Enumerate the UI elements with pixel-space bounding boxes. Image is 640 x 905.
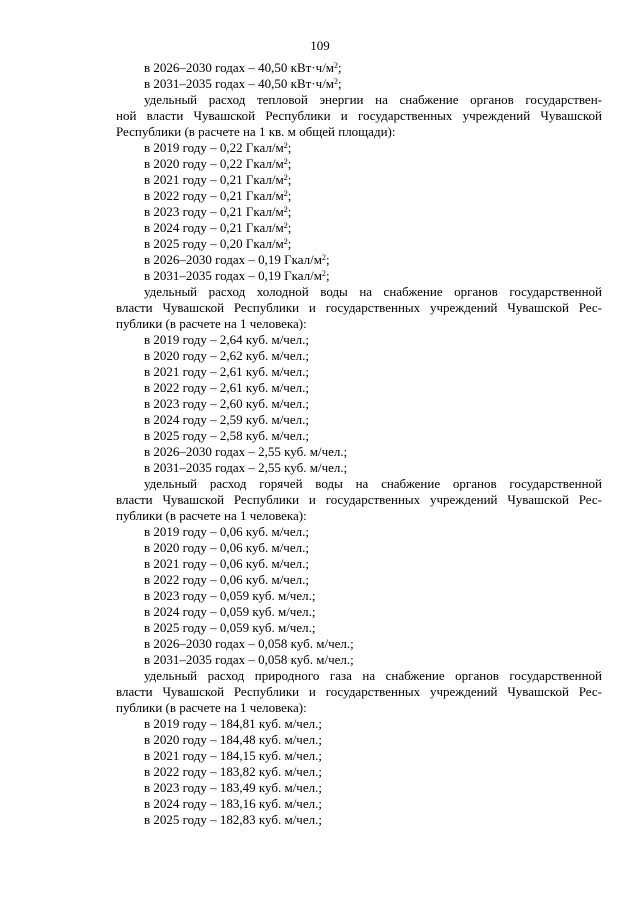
list-item-text: в 2020 году – 0,06 куб. м/чел.;	[144, 540, 309, 555]
list-item-text: в 2024 году – 0,059 куб. м/чел.;	[144, 604, 316, 619]
list-item	[116, 764, 602, 780]
list-item	[116, 364, 602, 380]
list-item-text: в 2025 году – 0,20 Гкал/м	[144, 236, 284, 251]
list-item-end: ;	[287, 140, 292, 155]
list-item	[116, 428, 602, 444]
list-item	[116, 412, 602, 428]
list-item	[116, 204, 602, 220]
list-item-end: ;	[287, 172, 292, 187]
paragraph-line: власти Чувашской Республики и государственных учреждений Чувашской Рес-	[116, 492, 602, 507]
list-item-text: в 2031–2035 годах – 2,55 куб. м/чел.;	[144, 460, 348, 475]
list-item	[116, 620, 602, 636]
page-number: 109	[310, 38, 330, 53]
list-item	[116, 172, 602, 188]
list-item-text: в 2021 году – 0,06 куб. м/чел.;	[144, 556, 309, 571]
list-item-text: в 2019 году – 184,81 куб. м/чел.;	[144, 716, 322, 731]
list-item	[116, 380, 602, 396]
list-item	[116, 236, 602, 252]
list-item-end: ;	[287, 156, 292, 171]
paragraph-line: публики (в расчете на 1 человека):	[116, 508, 307, 523]
list-item	[116, 140, 602, 156]
list-item	[116, 572, 602, 588]
list-item	[116, 652, 602, 668]
list-item-text: в 2025 году – 182,83 куб. м/чел.;	[144, 812, 322, 827]
superscript: 2	[322, 253, 327, 262]
list-item-end: ;	[287, 236, 292, 251]
list-item	[116, 732, 602, 748]
paragraph-line: власти Чувашской Республики и государственных учреждений Чувашской Рес-	[116, 300, 602, 315]
superscript: 2	[283, 205, 288, 214]
list-item-text: в 2025 году – 0,059 куб. м/чел.;	[144, 620, 316, 635]
paragraph-line: публики (в расчете на 1 человека):	[116, 316, 307, 331]
paragraph-line: публики (в расчете на 1 человека):	[116, 700, 307, 715]
list-item	[116, 348, 602, 364]
list-item-text: в 2023 году – 0,059 куб. м/чел.;	[144, 588, 316, 603]
list-item	[116, 604, 602, 620]
paragraph-line: ной власти Чувашской Республики и государственных учреждений Чувашской	[116, 108, 602, 123]
list-item-text: в 2031–2035 годах – 0,058 куб. м/чел.;	[144, 652, 354, 667]
list-item-text: в 2022 году – 0,06 куб. м/чел.;	[144, 572, 309, 587]
list-item	[116, 396, 602, 412]
paragraph-line: Республики (в расчете на 1 кв. м общей площади):	[116, 124, 396, 139]
list-item-text: в 2020 году – 0,22 Гкал/м	[144, 156, 284, 171]
list-item-text: в 2026–2030 годах – 40,50 кВт·ч/м	[144, 60, 335, 75]
list-item-end: ;	[326, 268, 330, 283]
list-item-end: ;	[326, 252, 330, 267]
list-item-end: ;	[338, 76, 342, 91]
list-item	[116, 220, 602, 236]
list-item-text: в 2019 году – 0,22 Гкал/м	[144, 140, 284, 155]
list-item	[116, 636, 602, 652]
list-item-text: в 2022 году – 2,61 куб. м/чел.;	[144, 380, 309, 395]
paragraph	[116, 284, 602, 332]
superscript: 2	[283, 237, 288, 246]
paragraph-line: удельный расход холодной воды на снабжение органов государственной	[144, 284, 602, 299]
list-item-text: в 2026–2030 годах – 0,058 куб. м/чел.;	[144, 636, 354, 651]
paragraph-line: удельный расход природного газа на снабжение органов государственной	[144, 668, 602, 683]
superscript: 2	[283, 173, 288, 182]
document-body	[116, 60, 602, 828]
list-item	[116, 748, 602, 764]
list-item-end: ;	[287, 188, 292, 203]
list-item	[116, 780, 602, 796]
paragraph	[116, 476, 602, 524]
list-item	[116, 252, 602, 268]
list-item-text: в 2031–2035 годах – 40,50 кВт·ч/м	[144, 76, 335, 91]
list-item-end: ;	[287, 220, 292, 235]
list-item	[116, 444, 602, 460]
list-item-text: в 2023 году – 0,21 Гкал/м	[144, 204, 284, 219]
list-item-text: в 2022 году – 183,82 куб. м/чел.;	[144, 764, 322, 779]
superscript: 2	[283, 141, 288, 150]
list-item	[116, 332, 602, 348]
list-item-text: в 2026–2030 годах – 2,55 куб. м/чел.;	[144, 444, 348, 459]
list-item-text: в 2023 году – 183,49 куб. м/чел.;	[144, 780, 322, 795]
superscript: 2	[283, 189, 288, 198]
paragraph-line: удельный расход тепловой энергии на снабжение органов государствен-	[144, 92, 602, 107]
list-item-text: в 2021 году – 184,15 куб. м/чел.;	[144, 748, 322, 763]
list-item-end: ;	[338, 60, 342, 75]
list-item-end: ;	[287, 204, 292, 219]
list-item	[116, 268, 602, 284]
superscript: 2	[334, 61, 339, 70]
list-item-text: в 2020 году – 184,48 куб. м/чел.;	[144, 732, 322, 747]
list-item-text: в 2022 году – 0,21 Гкал/м	[144, 188, 284, 203]
list-item	[116, 60, 602, 76]
list-item-text: в 2021 году – 2,61 куб. м/чел.;	[144, 364, 309, 379]
list-item	[116, 556, 602, 572]
list-item	[116, 156, 602, 172]
list-item-text: в 2024 году – 183,16 куб. м/чел.;	[144, 796, 322, 811]
list-item-text: в 2019 году – 0,06 куб. м/чел.;	[144, 524, 309, 539]
list-item	[116, 524, 602, 540]
list-item-text: в 2024 году – 0,21 Гкал/м	[144, 220, 284, 235]
list-item	[116, 812, 602, 828]
list-item-text: в 2023 году – 2,60 куб. м/чел.;	[144, 396, 309, 411]
list-item	[116, 716, 602, 732]
superscript: 2	[283, 221, 288, 230]
list-item-text: в 2021 году – 0,21 Гкал/м	[144, 172, 284, 187]
list-item-text: в 2024 году – 2,59 куб. м/чел.;	[144, 412, 309, 427]
paragraph	[116, 92, 602, 140]
list-item	[116, 796, 602, 812]
list-item-text: в 2019 году – 2,64 куб. м/чел.;	[144, 332, 309, 347]
list-item	[116, 188, 602, 204]
list-item-text: в 2020 году – 2,62 куб. м/чел.;	[144, 348, 309, 363]
superscript: 2	[322, 269, 327, 278]
paragraph-line: удельный расход горячей воды на снабжение органов государственной	[144, 476, 602, 491]
list-item	[116, 588, 602, 604]
superscript: 2	[283, 157, 288, 166]
list-item	[116, 76, 602, 92]
superscript: 2	[334, 77, 339, 86]
paragraph	[116, 668, 602, 716]
list-item-text: в 2025 году – 2,58 куб. м/чел.;	[144, 428, 309, 443]
list-item-text: в 2031–2035 годах – 0,19 Гкал/м	[144, 268, 323, 283]
paragraph-line: власти Чувашской Республики и государственных учреждений Чувашской Рес-	[116, 684, 602, 699]
list-item-text: в 2026–2030 годах – 0,19 Гкал/м	[144, 252, 323, 267]
list-item	[116, 540, 602, 556]
list-item	[116, 460, 602, 476]
